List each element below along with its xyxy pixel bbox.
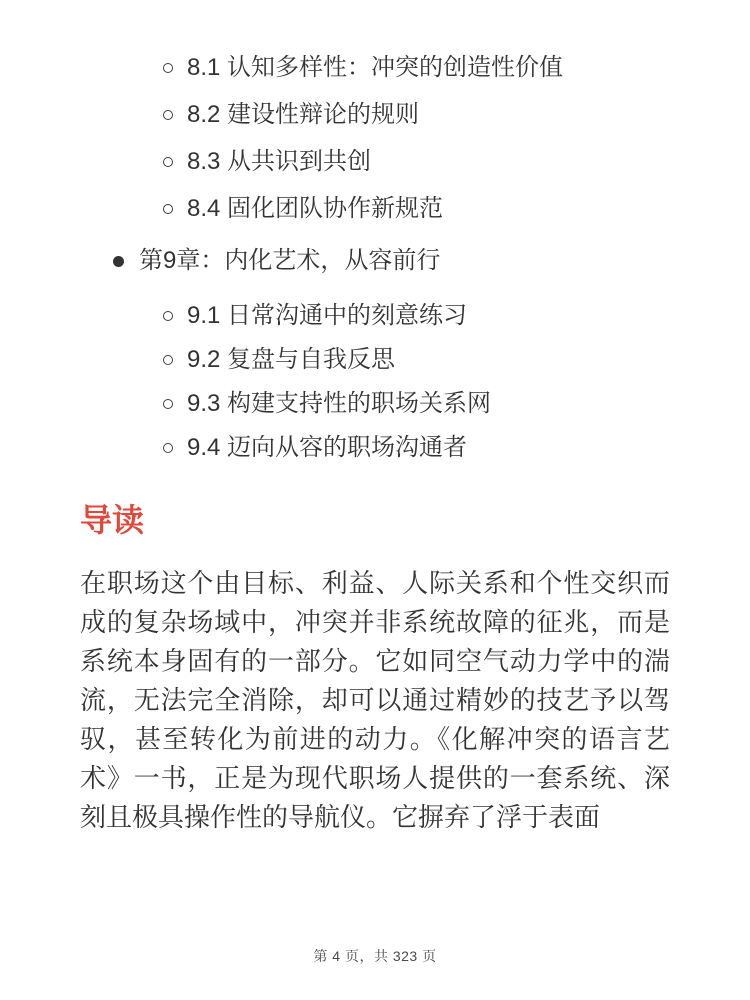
toc-chapter8-subsections xyxy=(80,54,670,223)
circle-bullet-icon xyxy=(163,204,173,214)
intro-paragraph: 在职场这个由目标、利益、人际关系和个性交织而成的复杂场域中，冲突并非系统故障的征兆，而是系统本身固有的一部分。它如同空气动力学中的湍流，无法完全消除，却可以通过精妙的技艺予以驾驭，甚至转化为前进的动力。《化解冲突的语言艺术》一书，正是为现代职场人提供的一套系统、深刻且极具操作性的导航仪。它摒弃了浮于表面 xyxy=(80,568,670,832)
circle-bullet-icon xyxy=(163,443,173,453)
intro-heading: 导读 xyxy=(80,502,145,538)
toc-item-8-1 xyxy=(80,54,670,82)
toc-item-8-2 xyxy=(80,101,670,129)
circle-bullet-icon xyxy=(163,110,173,120)
toc-item-label: 8.3 从共识到共创 xyxy=(187,148,372,175)
toc-item-label: 9.3 构建支持性的职场关系网 xyxy=(187,390,492,417)
circle-bullet-icon xyxy=(163,311,173,321)
toc-item-label: 9.1 日常沟通中的刻意练习 xyxy=(187,302,468,329)
toc-item-chapter9 xyxy=(80,247,670,275)
toc-item-9-3 xyxy=(80,390,670,418)
circle-bullet-icon xyxy=(163,63,173,73)
disc-bullet-icon xyxy=(113,256,124,267)
toc-item-9-1 xyxy=(80,302,670,330)
toc-chapter-label: 第9章：内化艺术，从容前行 xyxy=(139,247,441,274)
toc-item-8-4 xyxy=(80,195,670,223)
toc-item-8-3 xyxy=(80,148,670,176)
page-number-indicator: 第 4 页，共 323 页 xyxy=(313,948,437,964)
toc-item-label: 8.2 建设性辩论的规则 xyxy=(187,101,420,128)
toc-item-label: 9.2 复盘与自我反思 xyxy=(187,346,396,373)
toc-chapter9-subsections xyxy=(80,302,670,462)
toc-item-9-2 xyxy=(80,346,670,374)
toc-item-9-4 xyxy=(80,434,670,462)
circle-bullet-icon xyxy=(163,399,173,409)
circle-bullet-icon xyxy=(163,157,173,167)
circle-bullet-icon xyxy=(163,355,173,365)
toc-item-label: 9.4 迈向从容的职场沟通者 xyxy=(187,434,468,461)
toc-item-label: 8.4 固化团队协作新规范 xyxy=(187,195,444,222)
toc-item-label: 8.1 认知多样性：冲突的创造性价值 xyxy=(187,54,564,81)
